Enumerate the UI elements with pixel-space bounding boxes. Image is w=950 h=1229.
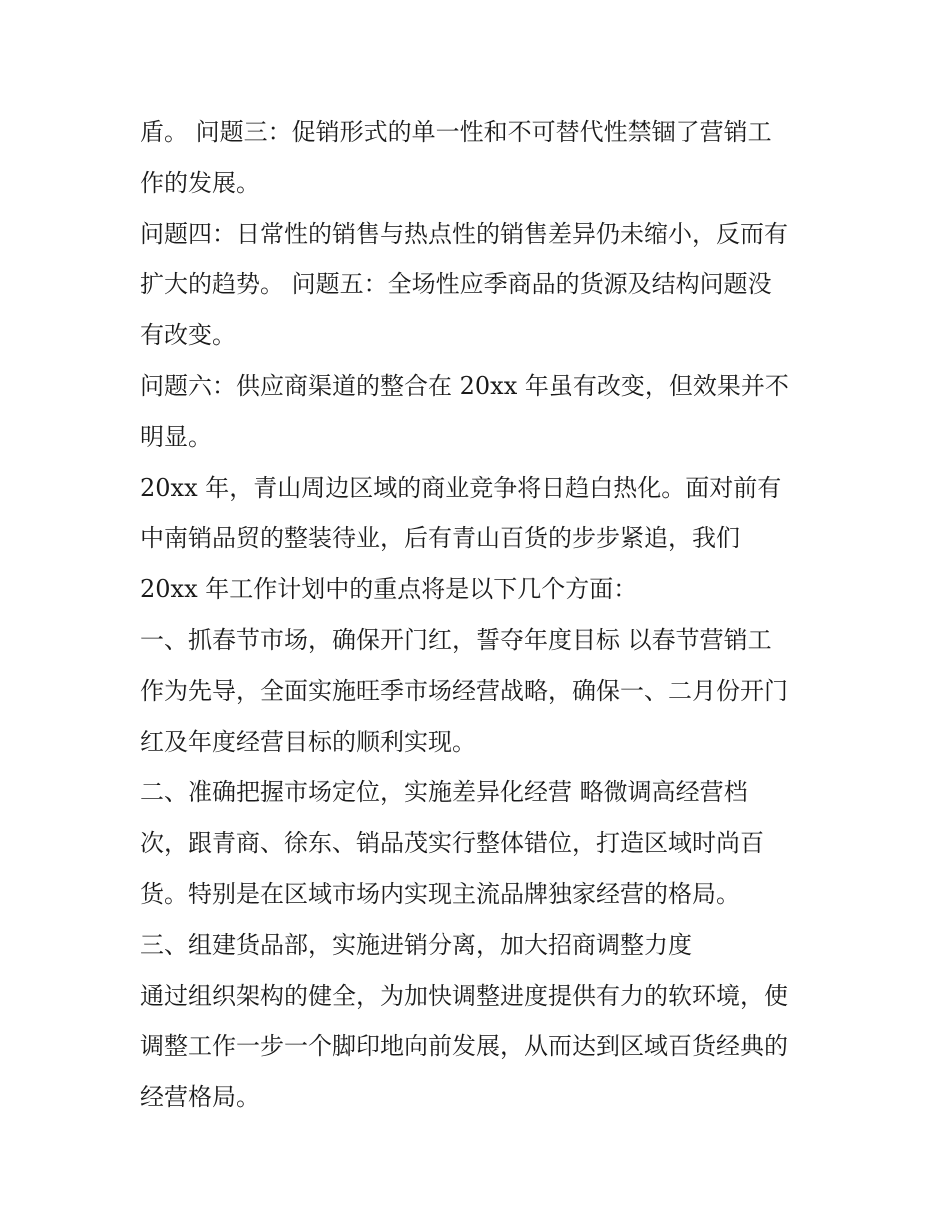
text-line: 次，跟青商、徐东、销品茂实行整体错位，打造区域时尚百: [140, 829, 764, 858]
text-line: 有改变。: [140, 321, 236, 350]
text-line: 作的发展。: [140, 168, 260, 197]
text-line: 红及年度经营目标的顺利实现。: [140, 727, 476, 756]
text-line: 二、准确把握市场定位，实施差异化经营 略微调高经营档: [140, 778, 748, 807]
text-line: 调整工作一步一个脚印地向前发展，从而达到区域百货经典的: [140, 1032, 788, 1061]
text-line: 盾。 问题三：促销形式的单一性和不可替代性禁锢了营销工: [140, 118, 772, 146]
text-line: 经营格局。: [140, 1083, 260, 1112]
text-line: 作为先导，全面实施旺季市场经营战略，确保一、二月份开门: [140, 676, 788, 705]
text-line: 中南销品贸的整装待业，后有青山百货的步步紧追，我们: [140, 524, 740, 553]
text-line: 三、组建货品部，实施进销分离，加大招商调整力度: [140, 930, 692, 959]
text-line: 一、抓春节市场，确保开门红，誓夺年度目标 以春节营销工: [140, 625, 772, 654]
text-line: 货。特别是在区域市场内实现主流品牌独家经营的格局。: [140, 879, 740, 908]
text-line: 扩大的趋势。 问题五：全场性应季商品的货源及结构问题没: [140, 270, 772, 299]
document-body: [140, 107, 820, 1123]
text-line: 20xx 年工作计划中的重点将是以下几个方面：: [140, 575, 638, 604]
text-line: 20xx 年，青山周边区域的商业竞争将日趋白热化。面对前有: [140, 473, 782, 502]
text-line: 明显。: [140, 422, 212, 451]
text-line: 通过组织架构的健全，为加快调整进度提供有力的软环境，使: [140, 981, 788, 1010]
text-line: 问题六：供应商渠道的整合在 20xx 年虽有改变，但效果并不: [140, 371, 789, 400]
text-line: 问题四：日常性的销售与热点性的销售差异仍未缩小，反而有: [140, 219, 788, 248]
